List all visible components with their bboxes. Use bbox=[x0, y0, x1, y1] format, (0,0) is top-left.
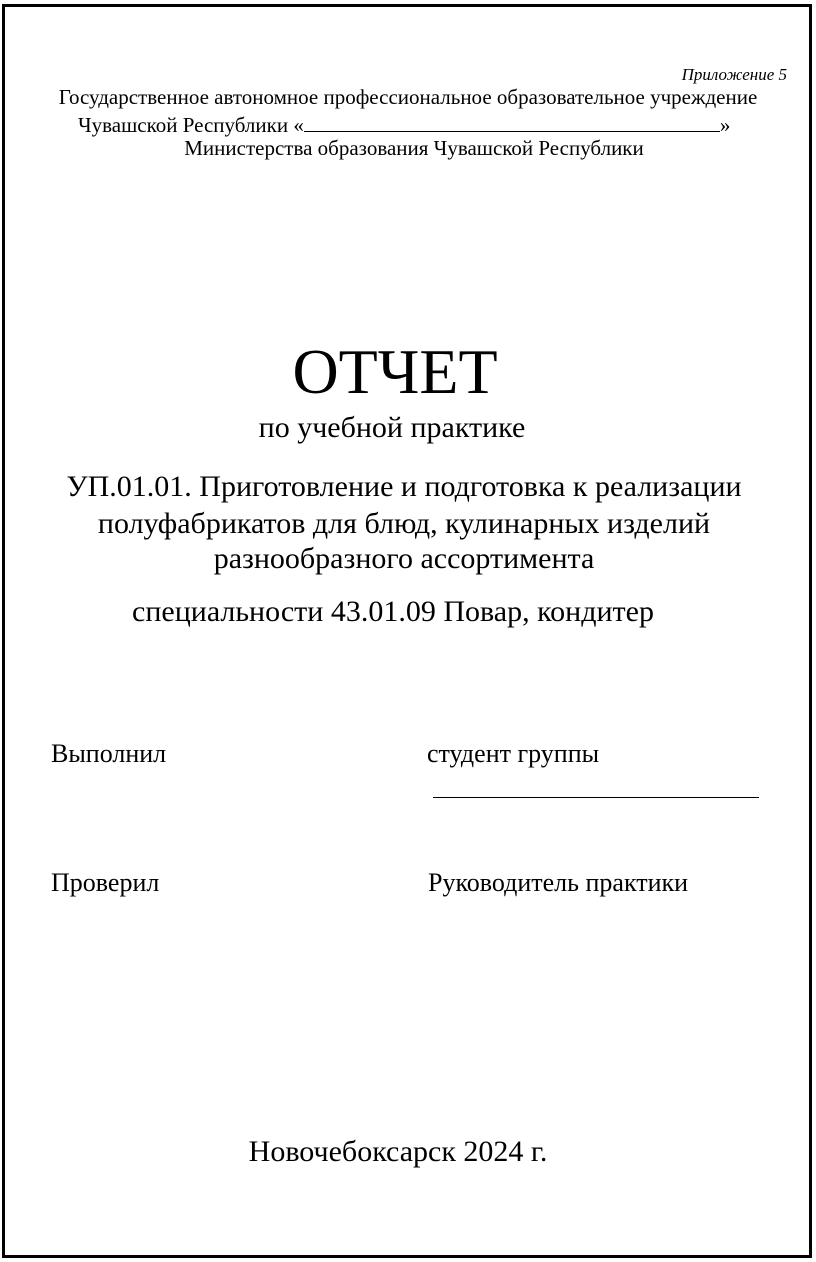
performed-by-label: Выполнил bbox=[51, 739, 167, 768]
course-line-3: разнообразного ассортимента bbox=[213, 542, 595, 575]
institution-name-blank bbox=[304, 113, 720, 132]
specialty-line: специальности 43.01.09 Повар, кондитер bbox=[132, 595, 654, 628]
city-year: Новочебоксарск 2024 г. bbox=[248, 1135, 548, 1168]
appendix-label: Приложение 5 bbox=[681, 65, 787, 84]
report-subtitle: по учебной практике bbox=[258, 411, 526, 444]
course-line-2: полуфабрикатов для блюд, кулинарных изделий bbox=[97, 507, 711, 540]
institution-line-3: Министерства образования Чувашской Республики bbox=[184, 136, 644, 160]
student-name-blank-line bbox=[433, 797, 759, 798]
institution-line-2-prefix: Чувашской Республики « bbox=[78, 113, 304, 137]
report-title: ОТЧЕТ bbox=[292, 336, 498, 407]
checked-by-label: Проверил bbox=[51, 868, 160, 897]
institution-line-1: Государственное автономное профессиональное образовательное учреждение bbox=[58, 85, 758, 109]
student-group-label: студент группы bbox=[427, 739, 600, 768]
institution-line-2 bbox=[78, 113, 730, 136]
institution-line-2-suffix: » bbox=[719, 113, 731, 137]
course-line-1: УП.01.01. Приготовление и подготовка к реализации bbox=[66, 470, 742, 503]
page-border bbox=[2, 4, 812, 1258]
practice-supervisor-label: Руководитель практики bbox=[428, 868, 689, 897]
